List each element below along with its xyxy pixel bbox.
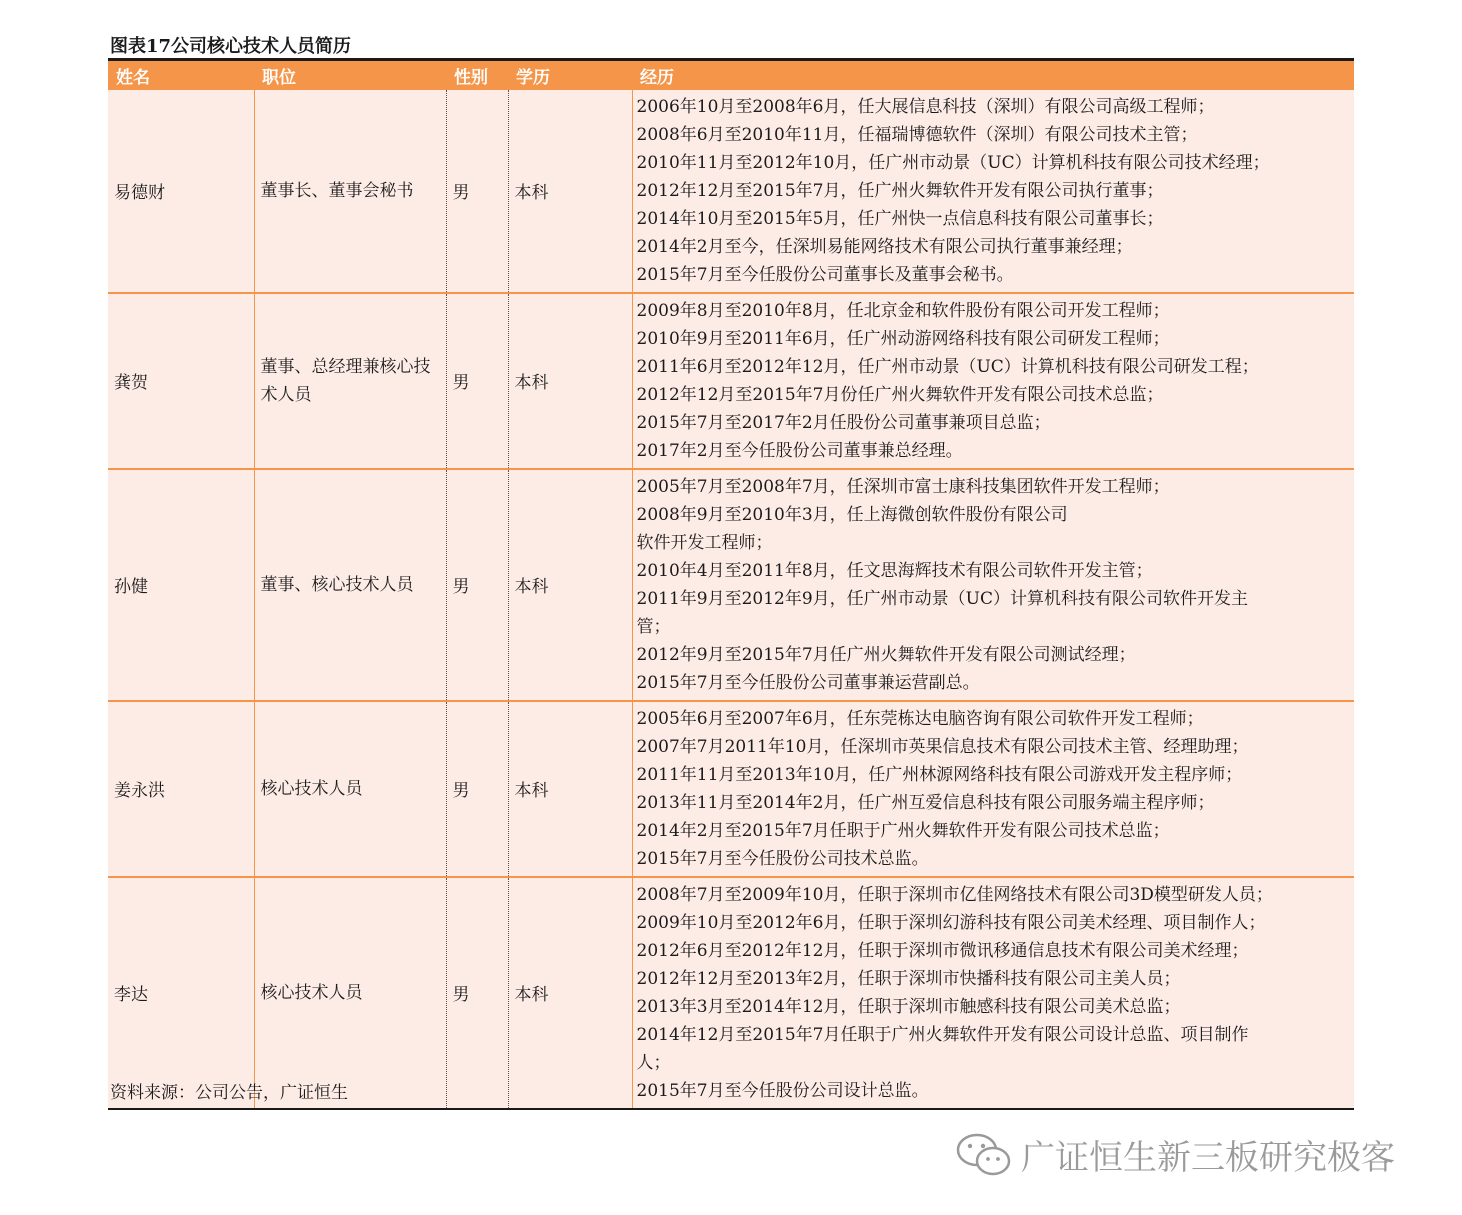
- experience-line: 2005年6月至2007年6月，任东莞栋达电脑咨询有限公司软件开发工程师；: [636, 708, 1204, 729]
- experience-line: 2015年7月至今任股份公司设计总监。: [636, 1080, 929, 1101]
- cell-name: 李达: [108, 877, 254, 1109]
- experience-line: 2011年11月至2013年10月，任广州林源网络科技有限公司游戏开发主程序师；: [636, 764, 1243, 785]
- experience-line: 2012年12月至2015年7月，任广州火舞软件开发有限公司执行董事；: [636, 180, 1164, 201]
- experience-line: 2009年8月至2010年8月，任北京金和软件股份有限公司开发工程师；: [636, 300, 1170, 321]
- cell-position: 董事长、董事会秘书: [254, 90, 446, 293]
- experience-line: 2015年7月至今任股份公司董事兼运营副总。: [636, 672, 980, 693]
- experience-line: 2011年6月至2012年12月，任广州市动景（UC）计算机科技有限公司研发工程；: [636, 356, 1259, 377]
- cell-education: 本科: [508, 90, 632, 293]
- experience-line: 2012年9月至2015年7月任广州火舞软件开发有限公司测试经理；: [636, 644, 1136, 665]
- experience-line: 2010年4月至2011年8月，任文思海辉技术有限公司软件开发主管；: [636, 560, 1153, 581]
- cell-name: 姜永洪: [108, 701, 254, 877]
- header-name: 姓名: [108, 60, 254, 90]
- cell-education: 本科: [508, 293, 632, 469]
- experience-line: 2009年10月至2012年6月，任职于深圳幻游科技有限公司美术经理、项目制作人；: [636, 912, 1266, 933]
- cell-education: 本科: [508, 469, 632, 701]
- experience-line: 2008年9月至2010年3月，任上海微创软件股份有限公司: [636, 504, 1068, 525]
- experience-line: 2013年3月至2014年12月，任职于深圳市触感科技有限公司美术总监；: [636, 996, 1181, 1017]
- experience-line: 2008年6月至2010年11月，任福瑞博德软件（深圳）有限公司技术主管；: [636, 124, 1198, 145]
- header-education: 学历: [508, 60, 632, 90]
- experience-line: 2013年11月至2014年2月，任广州互爱信息科技有限公司服务端主程序师；: [636, 792, 1215, 813]
- experience-line: 2017年2月至今任股份公司董事兼总经理。: [636, 440, 963, 461]
- watermark: [955, 1130, 1395, 1179]
- experience-line: 软件开发工程师；: [636, 532, 773, 553]
- experience-line: 2014年2月至2015年7月任职于广州火舞软件开发有限公司技术总监；: [636, 820, 1170, 841]
- experience-line: 2015年7月至今任股份公司技术总监。: [636, 848, 929, 869]
- cell-gender: 男: [446, 90, 508, 293]
- table-row: [108, 90, 1354, 293]
- experience-line: 2012年6月至2012年12月，任职于深圳市微讯移通信息技术有限公司美术经理；: [636, 940, 1249, 961]
- cell-gender: 男: [446, 293, 508, 469]
- cell-education: 本科: [508, 701, 632, 877]
- cell-position: 核心技术人员: [254, 877, 446, 1109]
- cell-gender: 男: [446, 469, 508, 701]
- experience-line: 2012年12月至2015年7月份任广州火舞软件开发有限公司技术总监；: [636, 384, 1164, 405]
- cell-experience: [632, 877, 1354, 1109]
- cell-education: 本科: [508, 877, 632, 1109]
- cell-gender: 男: [446, 877, 508, 1109]
- experience-line: 2014年12月至2015年7月任职于广州火舞软件开发有限公司设计总监、项目制作: [636, 1024, 1249, 1045]
- experience-line: 2011年9月至2012年9月，任广州市动景（UC）计算机科技有限公司软件开发主: [636, 588, 1248, 609]
- cell-position: 董事、核心技术人员: [254, 469, 446, 701]
- cell-position: 核心技术人员: [254, 701, 446, 877]
- wechat-icon: [955, 1132, 1013, 1178]
- cell-experience: [632, 90, 1354, 293]
- cell-gender: 男: [446, 701, 508, 877]
- resume-table: [108, 58, 1354, 1110]
- experience-line: 2008年7月至2009年10月，任职于深圳市亿佳网络技术有限公司3D模型研发人员；: [636, 884, 1273, 905]
- cell-position: 董事、总经理兼核心技术人员: [254, 293, 446, 469]
- experience-line: 2006年10月至2008年6月，任大展信息科技（深圳）有限公司高级工程师；: [636, 96, 1215, 117]
- cell-experience: [632, 293, 1354, 469]
- experience-line: 2015年7月至2017年2月任股份公司董事兼项目总监；: [636, 412, 1051, 433]
- cell-name: 龚贺: [108, 293, 254, 469]
- experience-line: 2010年9月至2011年6月，任广州动游网络科技有限公司研发工程师；: [636, 328, 1170, 349]
- experience-line: 2014年10月至2015年5月，任广州快一点信息科技有限公司董事长；: [636, 208, 1164, 229]
- table-row: [108, 877, 1354, 1109]
- figure-title: 图表17公司核心技术人员简历: [110, 36, 352, 57]
- experience-line: 2010年11月至2012年10月，任广州市动景（UC）计算机科技有限公司技术经理；: [636, 152, 1270, 173]
- experience-line: 管；: [636, 616, 671, 637]
- cell-name: 孙健: [108, 469, 254, 701]
- experience-line: 2014年2月至今，任深圳易能网络技术有限公司执行董事兼经理；: [636, 236, 1133, 257]
- watermark-text: 广证恒生新三板研究极客: [1021, 1138, 1395, 1178]
- experience-line: 2015年7月至今任股份公司董事长及董事会秘书。: [636, 264, 1014, 285]
- table-row: [108, 469, 1354, 701]
- experience-line: 2007年7月2011年10月，任深圳市英果信息技术有限公司技术主管、经理助理；: [636, 736, 1249, 757]
- header-gender: 性别: [446, 60, 508, 90]
- table-row: [108, 701, 1354, 877]
- source-note: 资料来源：公司公告，广证恒生: [110, 1083, 348, 1103]
- experience-line: 2005年7月至2008年7月，任深圳市富士康科技集团软件开发工程师；: [636, 476, 1170, 497]
- table-header-row: [108, 60, 1354, 90]
- experience-line: 人；: [636, 1052, 671, 1073]
- cell-experience: [632, 701, 1354, 877]
- header-experience: 经历: [632, 60, 1354, 90]
- experience-line: 2012年12月至2013年2月，任职于深圳市快播科技有限公司主美人员；: [636, 968, 1181, 989]
- table-row: [108, 293, 1354, 469]
- cell-name: 易德财: [108, 90, 254, 293]
- cell-experience: [632, 469, 1354, 701]
- header-position: 职位: [254, 60, 446, 90]
